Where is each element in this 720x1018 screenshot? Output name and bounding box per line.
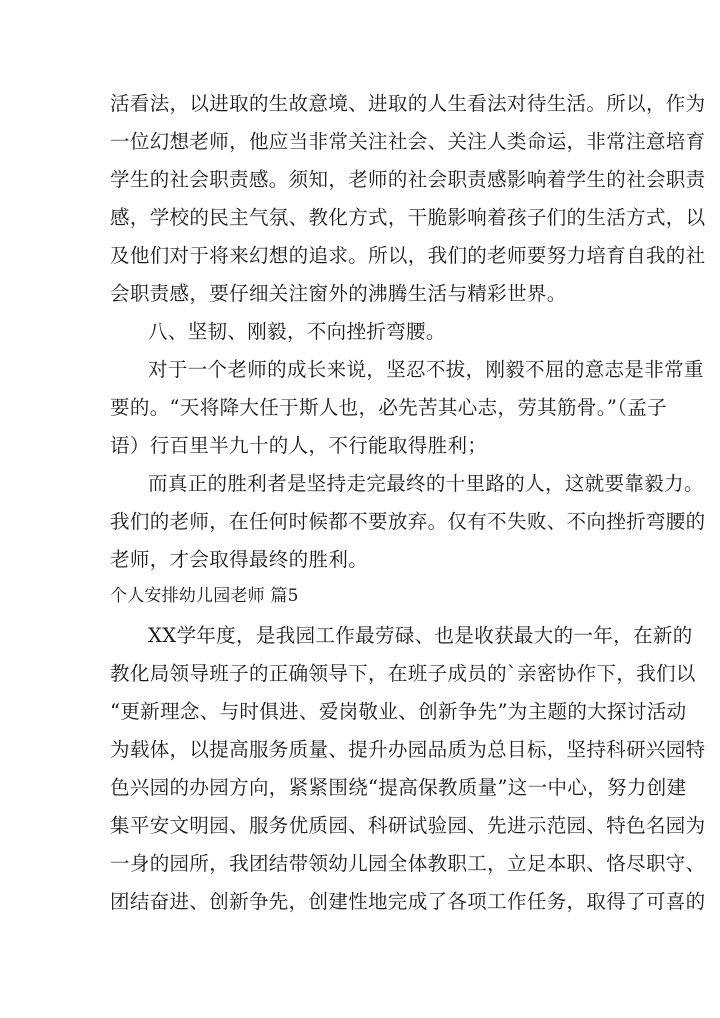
paragraph-4-line: 一身的园所，我团结带领幼儿园全体教职工，立足本职、恪尽职守、 [110, 852, 706, 875]
paragraph-4-line: “更新理念、与时俱进、爱岗敬业、创新争先”为主题的大探讨活动 [110, 700, 687, 723]
paragraph-4-line: 教化局领导班子的正确领导下，在班子成员的`亲密协作下，我们以 [110, 662, 696, 685]
paragraph-4-line: 集平安文明园、服务优质园、科研试验园、先进示范园、特色名园为 [110, 814, 706, 837]
paragraph-3-line: 老师，才会取得最终的胜利。 [110, 548, 369, 571]
paragraph-1-line: 感，学校的民主气氛、教化方式，干脆影响着孩子们的生活方式，以 [110, 206, 706, 229]
article-heading: 个人安排幼儿园老师 篇5 [110, 586, 299, 606]
paragraph-4-line: 团结奋进、创新争先，创建性地完成了各项工作任务，取得了可喜的 [110, 890, 706, 913]
paragraph-1-line: 会职责感，要仔细关注窗外的沸腾生活与精彩世界。 [110, 282, 567, 305]
section-title: 八、坚韧、刚毅，不向挫折弯腰。 [148, 320, 446, 343]
paragraph-2-line: 对于一个老师的成长来说，坚忍不拔，刚毅不屈的意志是非常重 [148, 358, 704, 381]
paragraph-1-line: 及他们对于将来幻想的追求。所以，我们的老师要努力培育自我的社 [110, 244, 706, 267]
paragraph-1-line: 学生的社会职责感。须知，老师的社会职责感影响着学生的社会职责 [110, 168, 706, 191]
paragraph-1-line: 活看法，以进取的生故意境、进取的人生看法对待生活。所以，作为 [110, 92, 706, 115]
paragraph-3-line: 而真正的胜利者是坚持走完最终的十里路的人，这就要靠毅力。 [148, 472, 704, 495]
paragraph-1-line: 一位幻想老师，他应当非常关注社会、关注人类命运，非常注意培育 [110, 130, 706, 153]
paragraph-4-line: 色兴园的办园方向，紧紧围绕“提高保教质量”这一中心，努力创建 [110, 776, 687, 799]
paragraph-2-line: 语）行百里半九十的人，不行能取得胜利； [110, 434, 488, 457]
paragraph-2-line: 要的。“天将降大任于斯人也，必先苦其心志，劳其筋骨。”（孟子 [110, 396, 667, 419]
paragraph-4-line: XX学年度，是我园工作最劳碌、也是收获最大的一年，在新的 [148, 624, 693, 647]
paragraph-4-line: 为载体，以提高服务质量、提升办园品质为总目标，坚持科研兴园特 [110, 738, 706, 761]
paragraph-3-line: 我们的老师，在任何时候都不要放弃。仅有不失败、不向挫折弯腰的 [110, 510, 706, 533]
